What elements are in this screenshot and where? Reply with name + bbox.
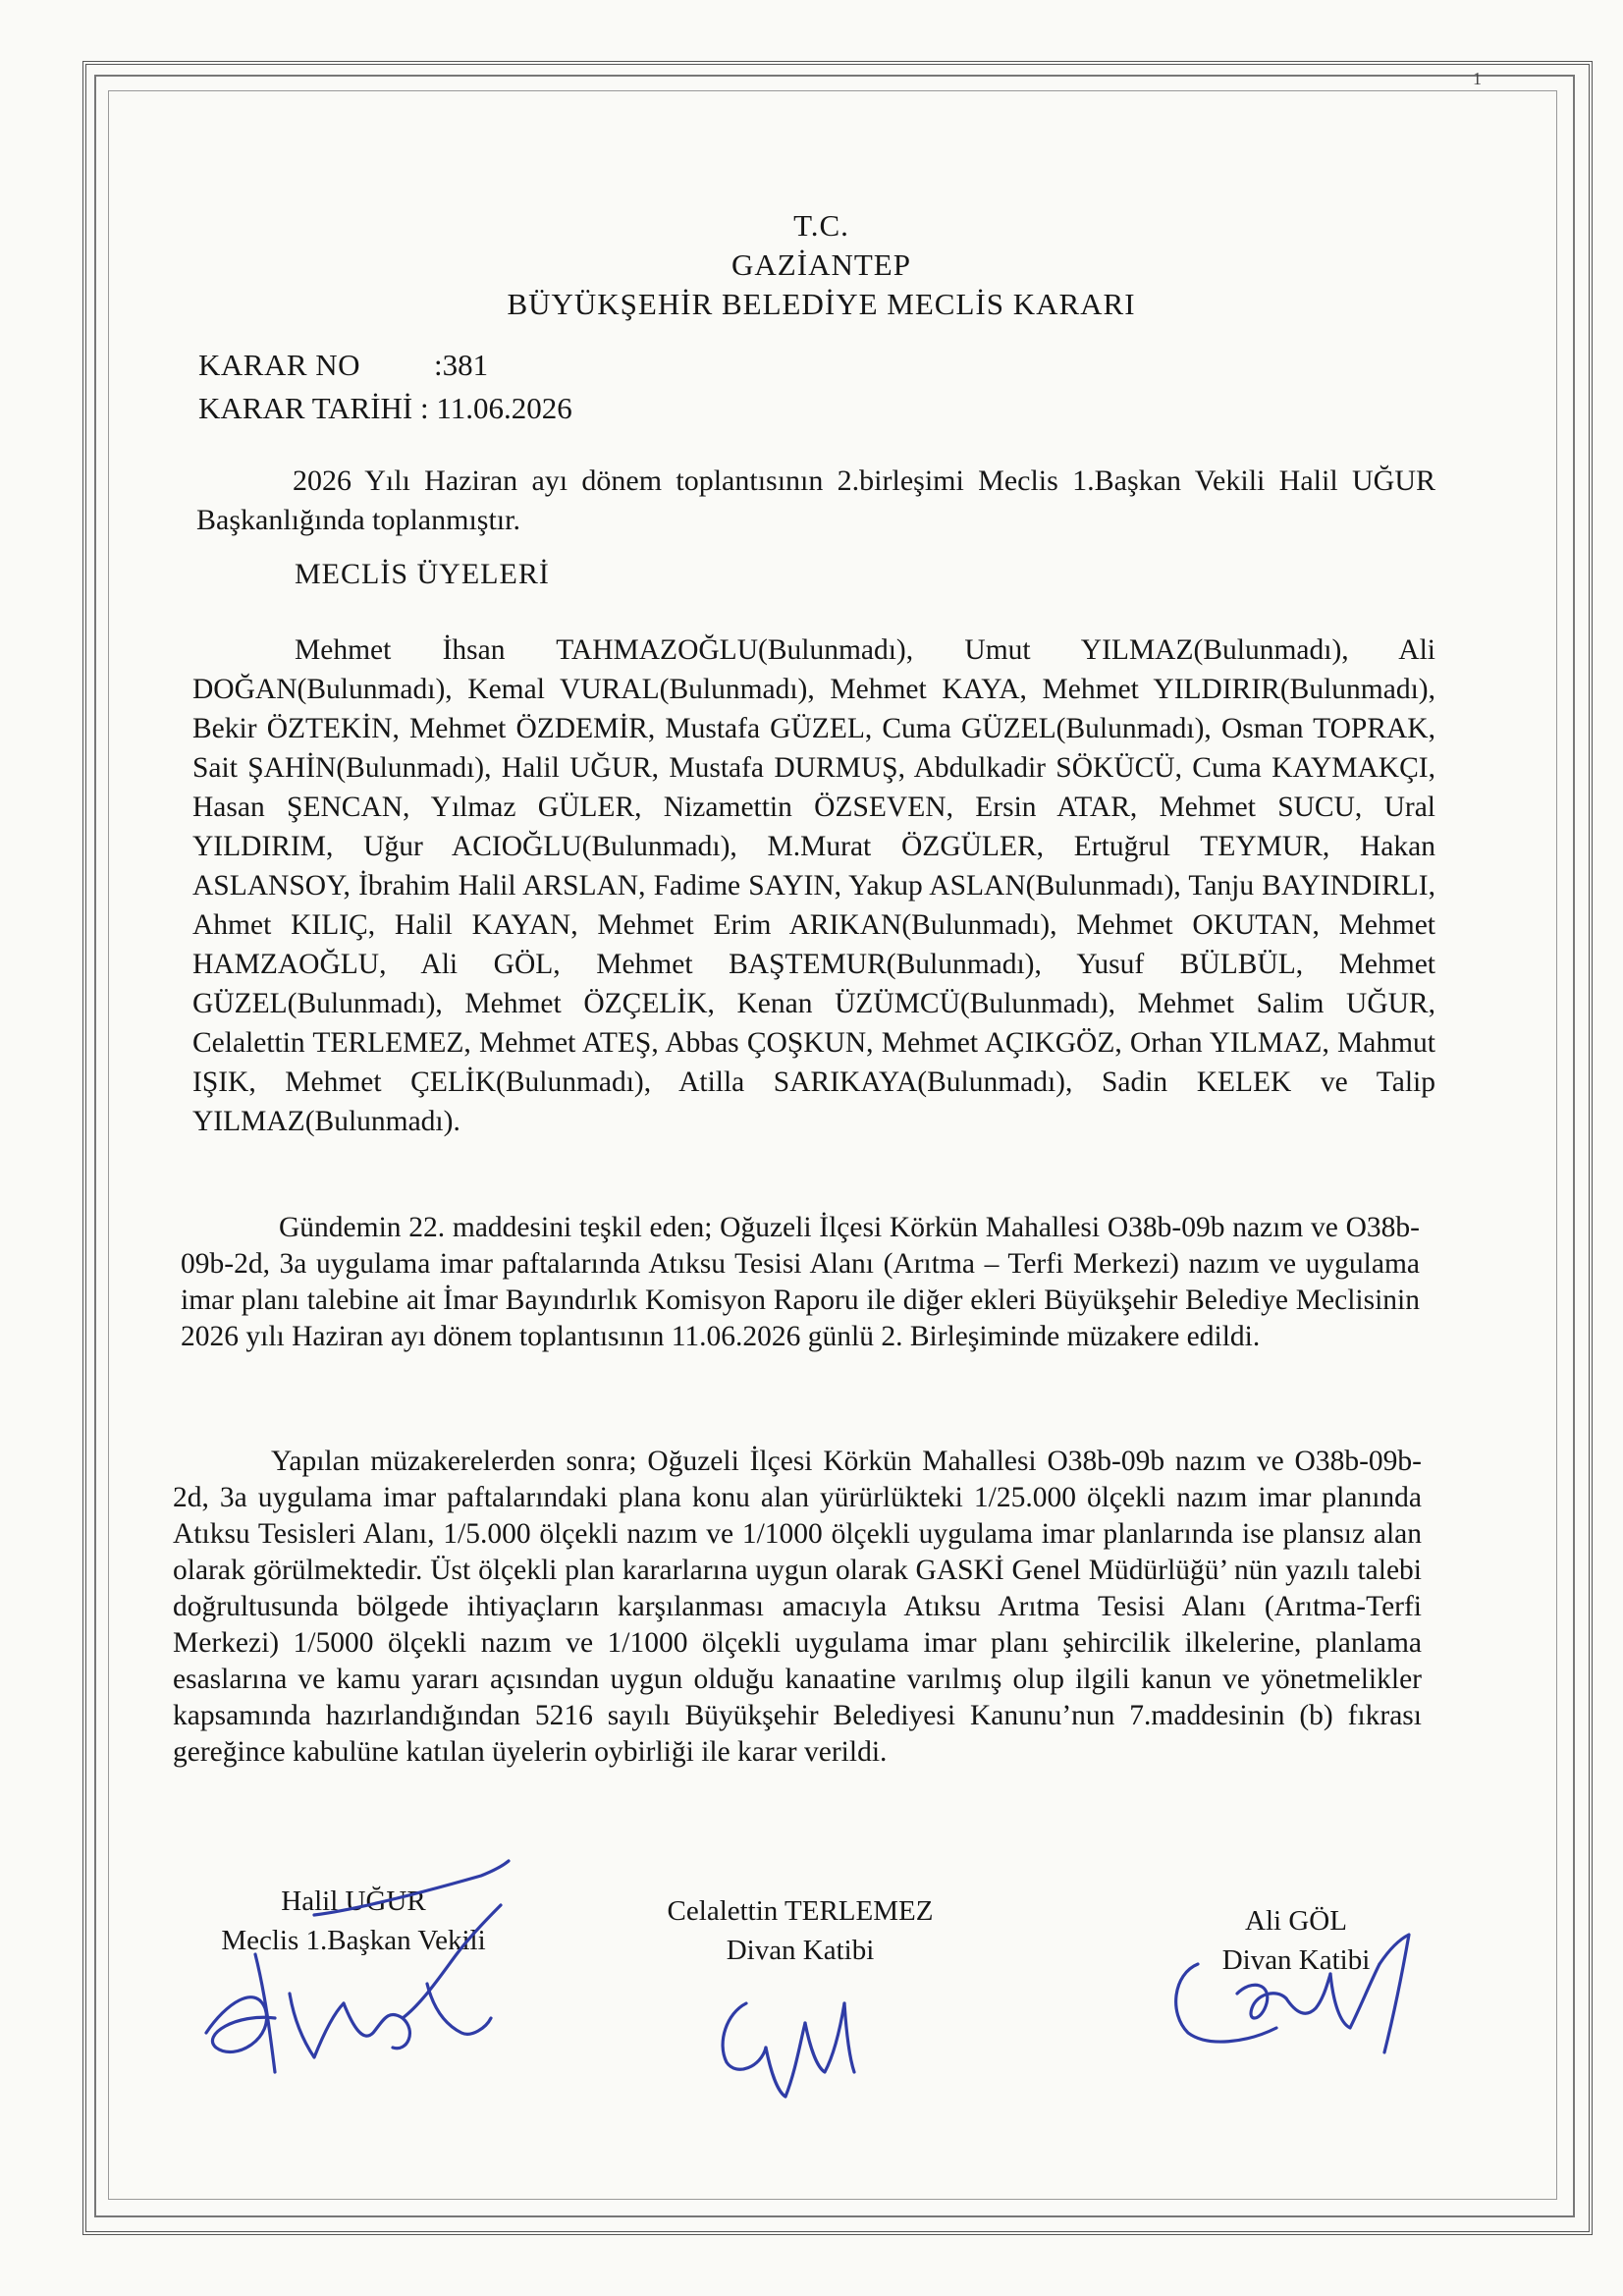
header-city: GAZİANTEP xyxy=(731,247,911,282)
agenda-paragraph: Gündemin 22. maddesini teşkil eden; Oğuzeli İlçesi Körkün Mahallesi O38b-09b nazım ve O38b-09b-2d, 3a uygulama imar paftalarında Atıksu Tesisi Alanı (Arıtma – Terfi Merkezi) nazım ve uygulama imar planı talebine ait İmar Bayındırlık Komisyon Raporu ile diğer ekleri Büyükşehir Belediye Meclisinin 2026 yılı Haziran ayı dönem toplantısının 11.06.2026 günlü 2. Birleşiminde müzakere edildi. xyxy=(181,1212,1420,1352)
signatory-title: Divan Katibi xyxy=(726,1935,875,1966)
members-heading: MECLİS ÜYELERİ xyxy=(295,558,550,590)
handwritten-signature-clerk-1 xyxy=(707,1964,884,2102)
document-header xyxy=(0,206,1623,324)
handwritten-signature-chairman xyxy=(196,1807,511,2102)
page-mark: 1 xyxy=(1473,69,1482,88)
signatory-name: Halil UĞUR xyxy=(281,1886,426,1917)
header-title: BÜYÜKŞEHİR BELEDİYE MECLİS KARARI xyxy=(507,287,1136,321)
decision-meta xyxy=(198,344,572,430)
karar-no-label: KARAR NO xyxy=(198,348,361,382)
signatory-title: Divan Katibi xyxy=(1221,1944,1371,1976)
signatory-title: Meclis 1.Başkan Vekili xyxy=(221,1925,486,1956)
signatory-name: Celalettin TERLEMEZ xyxy=(667,1895,934,1927)
decision-paragraph: Yapılan müzakerelerden sonra; Oğuzeli İlçesi Körkün Mahallesi O38b-09b nazım ve O38b-09b-2d, 3a uygulama imar paftalarındaki plana konu alan yürürlükteki 1/25.000 ölçekli nazım imar planında Atıksu Tesisleri Alanı, 1/5.000 ölçekli nazım ve 1/1000 ölçekli uygulama imar planlarında ise plansız alan olarak görülmektedir. Üst ölçekli plan kararlarına uygun olarak GASKİ Genel Müdürlüğü’ nün yazılı talebi doğrultusunda bölgede ihtiyaçların karşılanması amacıyla Atıksu Arıtma Tesisi Alanı (Arıtma-Terfi Merkezi) 1/5000 ölçekli nazım ve 1/1000 ölçekli uygulama imar planı şehircilik ilkelerine, planlama esaslarına ve kamu yararı açısından uygun olduğu kanaatine varılmış olup ilgili kanun ve yönetmelikler kapsamında hazırlandığından 5216 sayılı Büyükşehir Belediyesi Kanunu’nun 7.maddesinin (b) fıkrası gereğince kabulüne katılan üyelerin oybirliği ile karar verildi. xyxy=(173,1446,1422,1768)
handwritten-signature-clerk-2 xyxy=(1159,1925,1414,2062)
karar-tarihi-value: : 11.06.2026 xyxy=(420,391,572,425)
members-paragraph: Mehmet İhsan TAHMAZOĞLU(Bulunmadı), Umut YILMAZ(Bulunmadı), Ali DOĞAN(Bulunmadı), Kemal VURAL(Bulunmadı), Mehmet KAYA, Mehmet YILDIRIR(Bulunmadı), Bekir ÖZTEKİN, Mehmet ÖZDEMİR, Mustafa GÜZEL, Cuma GÜZEL(Bulunmadı), Osman TOPRAK, Sait ŞAHİN(Bulunmadı), Halil UĞUR, Mustafa DURMUŞ, Abdulkadir SÖKÜCÜ, Cuma KAYMAKÇI, Hasan ŞENCAN, Yılmaz GÜLER, Nizamettin ÖZSEVEN, Ersin ATAR, Mehmet SUCU, Ural YILDIRIM, Uğur ACIOĞLU(Bulunmadı), M.Murat ÖZGÜLER, Ertuğrul TEYMUR, Hakan ASLANSOY, İbrahim Halil ARSLAN, Fadime SAYIN, Yakup ASLAN(Bulunmadı), Tanju BAYINDIRLI, Ahmet KILIÇ, Halil KAYAN, Mehmet Erim ARIKAN(Bulunmadı), Mehmet OKUTAN, Mehmet HAMZAOĞLU, Ali GÖL, Mehmet BAŞTEMUR(Bulunmadı), Yusuf BÜLBÜL, Mehmet GÜZEL(Bulunmadı), Mehmet ÖZÇELİK, Kenan ÜZÜMCÜ(Bulunmadı), Mehmet Salim UĞUR, Celalettin TERLEMEZ, Mehmet ATEŞ, Abbas ÇOŞKUN, Mehmet AÇIKGÖZ, Orhan YILMAZ, Mahmut IŞIK, Mehmet ÇELİK(Bulunmadı), Atilla SARIKAYA(Bulunmadı), Sadin KELEK ve Talip YILMAZ(Bulunmadı). xyxy=(192,634,1435,1137)
header-tc: T.C. xyxy=(793,208,849,243)
signatory-clerk-1 xyxy=(609,1891,992,1970)
karar-no-value: :381 xyxy=(434,348,489,382)
karar-no-row xyxy=(198,344,572,387)
karar-tarihi-label: KARAR TARİHİ xyxy=(198,391,413,425)
signatory-name: Ali GÖL xyxy=(1245,1905,1347,1937)
intro-paragraph: 2026 Yılı Haziran ayı dönem toplantısının 2.birleşimi Meclis 1.Başkan Vekili Halil UĞUR Başkanlığında toplanmıştır. xyxy=(196,465,1435,536)
karar-tarihi-row xyxy=(198,387,572,430)
